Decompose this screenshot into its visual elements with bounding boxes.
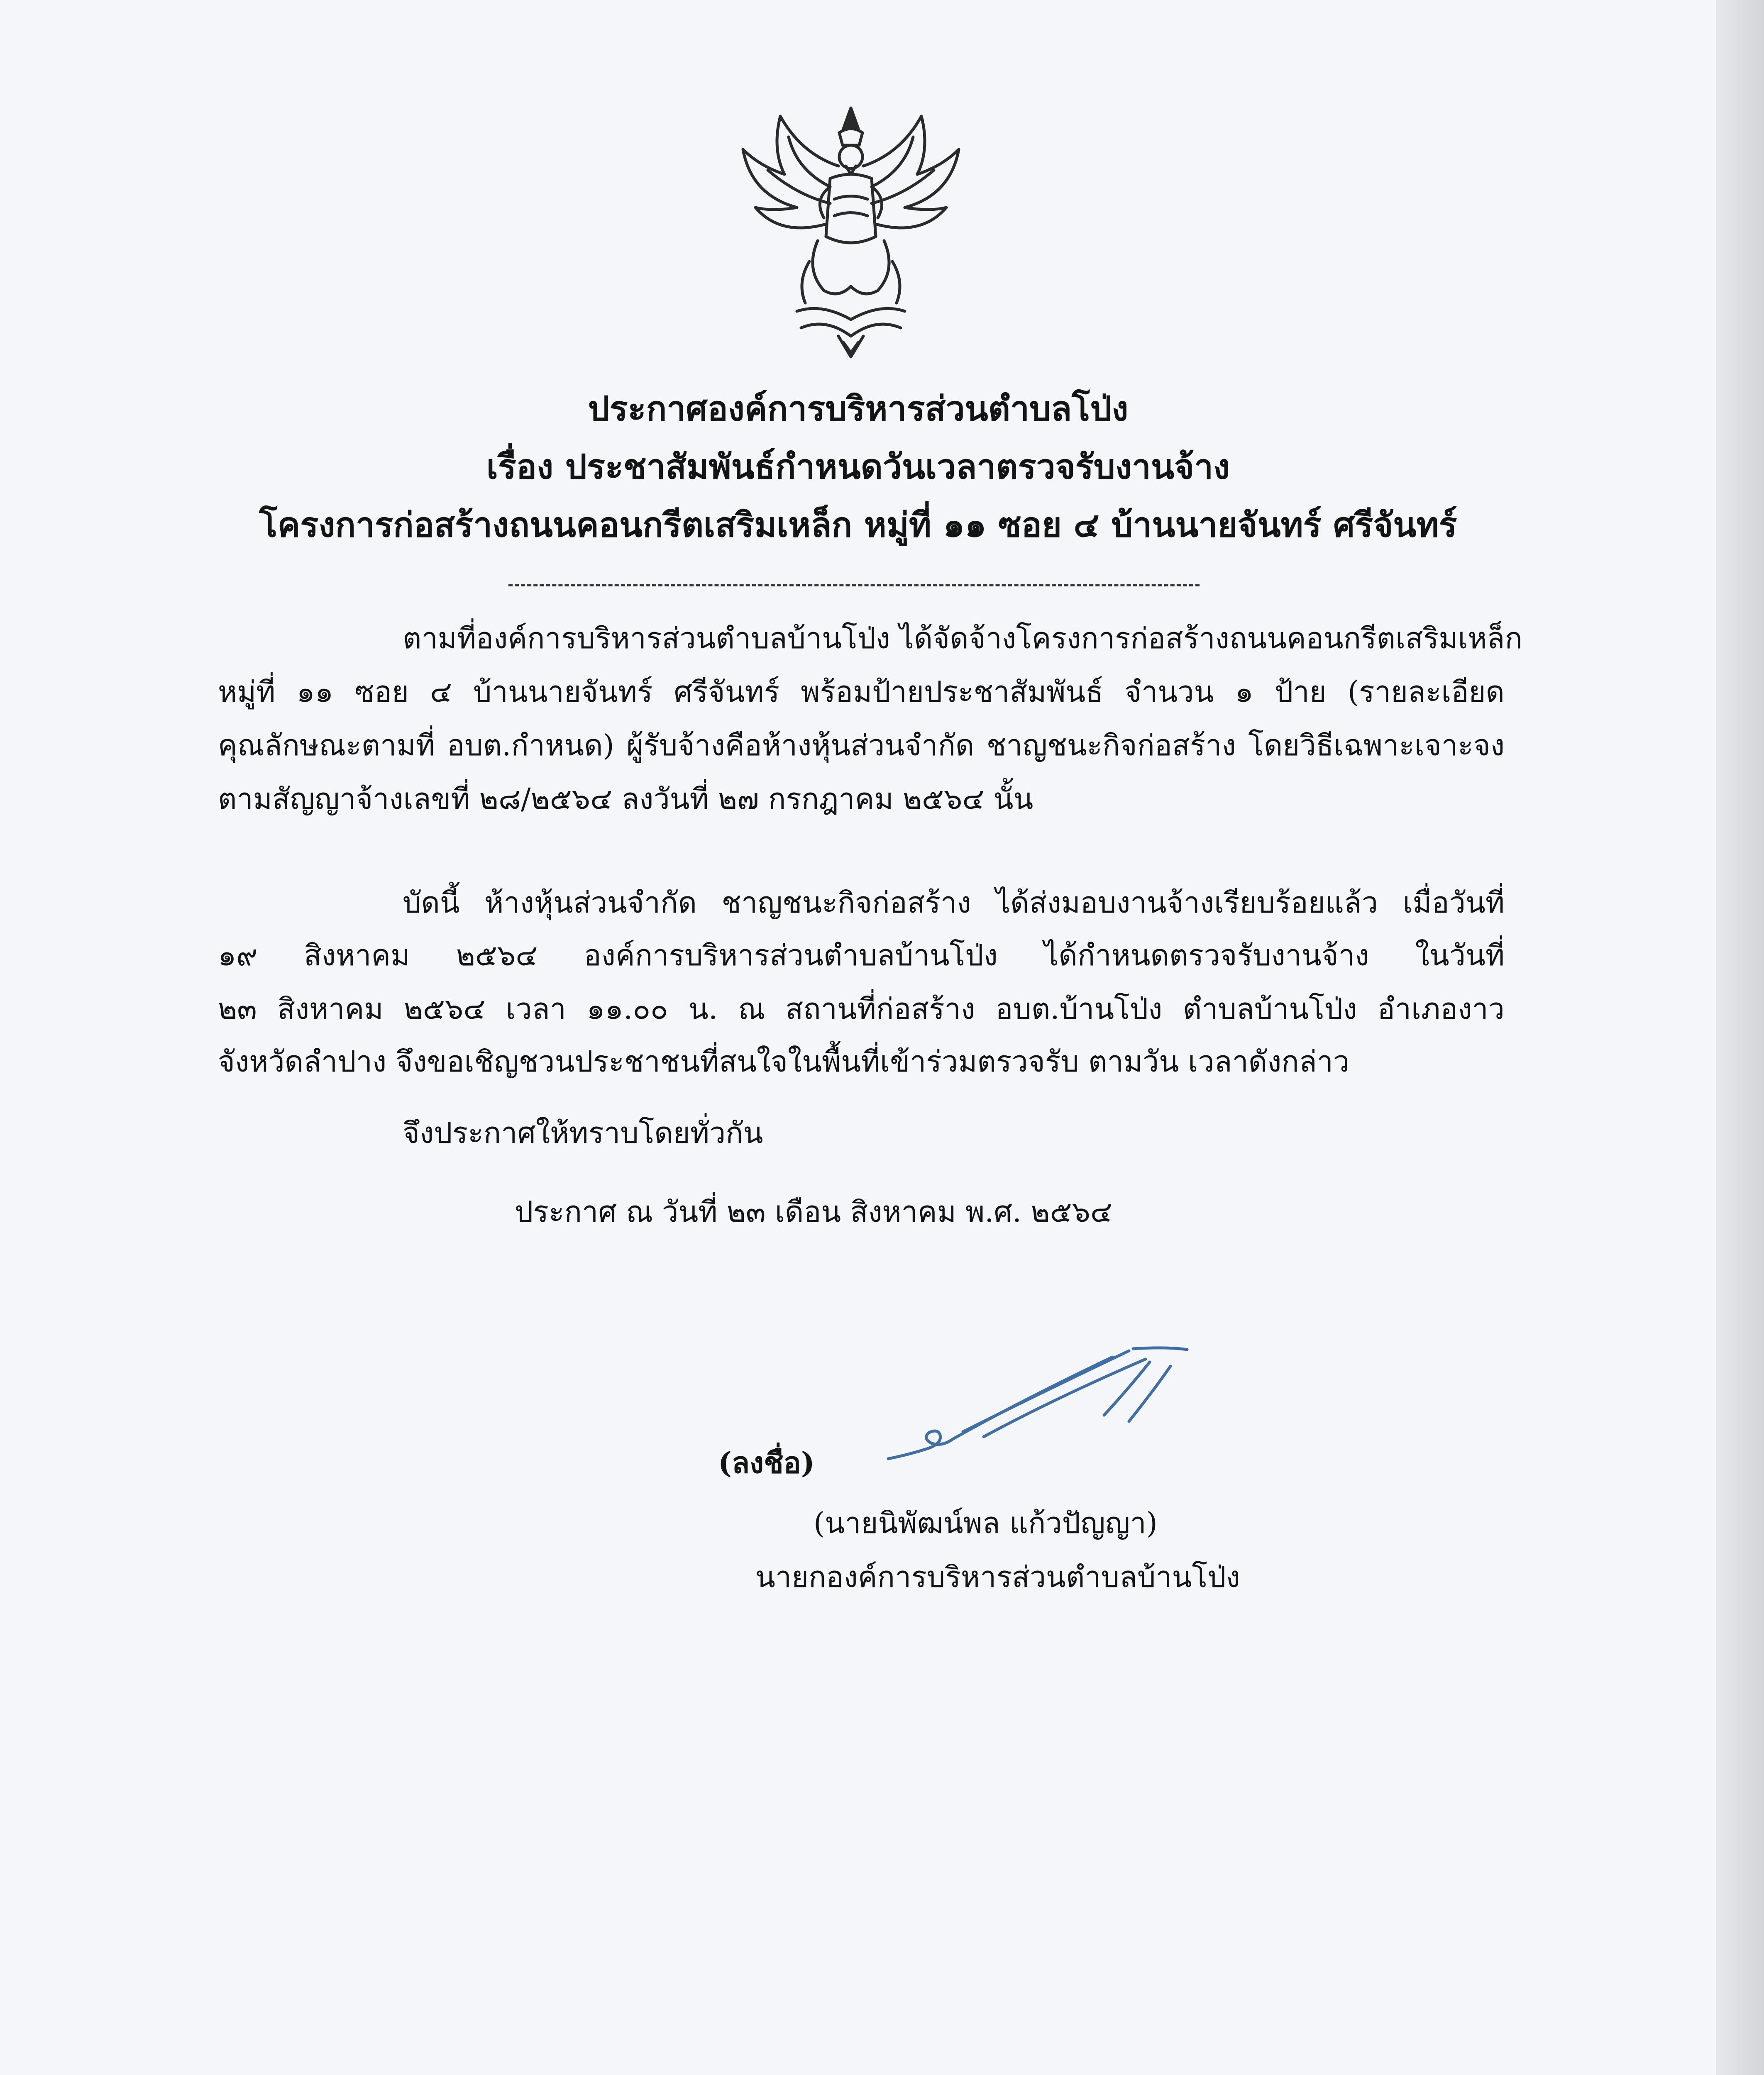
paragraph2-line2: ๑๙ สิงหาคม ๒๕๖๔ องค์การบริหารส่วนตำบลบ้านโป่ง ได้กำหนดตรวจรับงานจ้าง ในวันที่ [218,938,1505,972]
announcement-text: จึงประกาศให้ทราบโดยทั่วกัน [403,1116,763,1150]
paragraph2-line3: ๒๓ สิงหาคม ๒๕๖๔ เวลา ๑๑.๐๐ น. ณ สถานที่ก่อสร้าง อบต.บ้านโป่ง ตำบลบ้านโป่ง อำเภองาว [218,992,1505,1026]
title-divider [508,584,1200,586]
paragraph1-line3: คุณลักษณะตามที่ อบต.กำหนด) ผู้รับจ้างคือห้างหุ้นส่วนจำกัด ชาญชนะกิจก่อสร้าง โดยวิธีเฉพาะเจาะจง [218,728,1505,762]
announcement-date: ประกาศ ณ วันที่ ๒๓ เดือน สิงหาคม พ.ศ. ๒๕๖๔ [515,1195,1112,1229]
paragraph1-line2: หมู่ที่ ๑๑ ซอย ๔ บ้านนายจันทร์ ศรีจันทร์ พร้อมป้ายประชาสัมพันธ์ จำนวน ๑ ป้าย (รายละเอียด [218,675,1505,709]
paragraph1-line1: ตามที่องค์การบริหารส่วนตำบลบ้านโป่ง ได้จัดจ้างโครงการก่อสร้างถนนคอนกรีตเสริมเหล็ก [403,621,1522,655]
paragraph1-line4: ตามสัญญาจ้างเลขที่ ๒๘/๒๕๖๔ ลงวันที่ ๒๗ กรกฎาคม ๒๕๖๔ นั้น [218,782,1033,816]
document-title: ประกาศองค์การบริหารส่วนตำบลโป่ง [588,389,1129,429]
paragraph2-line4: จังหวัดลำปาง จึงขอเชิญชวนประชาชนที่สนใจในพื้นที่เข้าร่วมตรวจรับ ตามวัน เวลาดังกล่าว [218,1045,1350,1079]
signature-image [880,1340,1195,1465]
document-subject: เรื่อง ประชาสัมพันธ์กำหนดวันเวลาตรวจรับงานจ้าง [486,447,1230,487]
paragraph2-line1: บัดนี้ ห้างหุ้นส่วนจำกัด ชาญชนะกิจก่อสร้าง ได้ส่งมอบงานจ้างเรียบร้อยแล้ว เมื่อวันที่ [403,886,1505,920]
signatory-position: นายกองค์การบริหารส่วนตำบลบ้านโป่ง [755,1560,1240,1594]
signatory-name: (นายนิพัฒน์พล แก้วปัญญา) [814,1506,1158,1540]
scanner-background [1716,0,1764,2075]
signature-label: (ลงชื่อ) [718,1445,815,1480]
project-name: โครงการก่อสร้างถนนคอนกรีตเสริมเหล็ก หมู่ที่ ๑๑ ซอย ๔ บ้านนายจันทร์ ศรีจันทร์ [259,505,1457,545]
garuda-emblem-icon [735,104,967,361]
